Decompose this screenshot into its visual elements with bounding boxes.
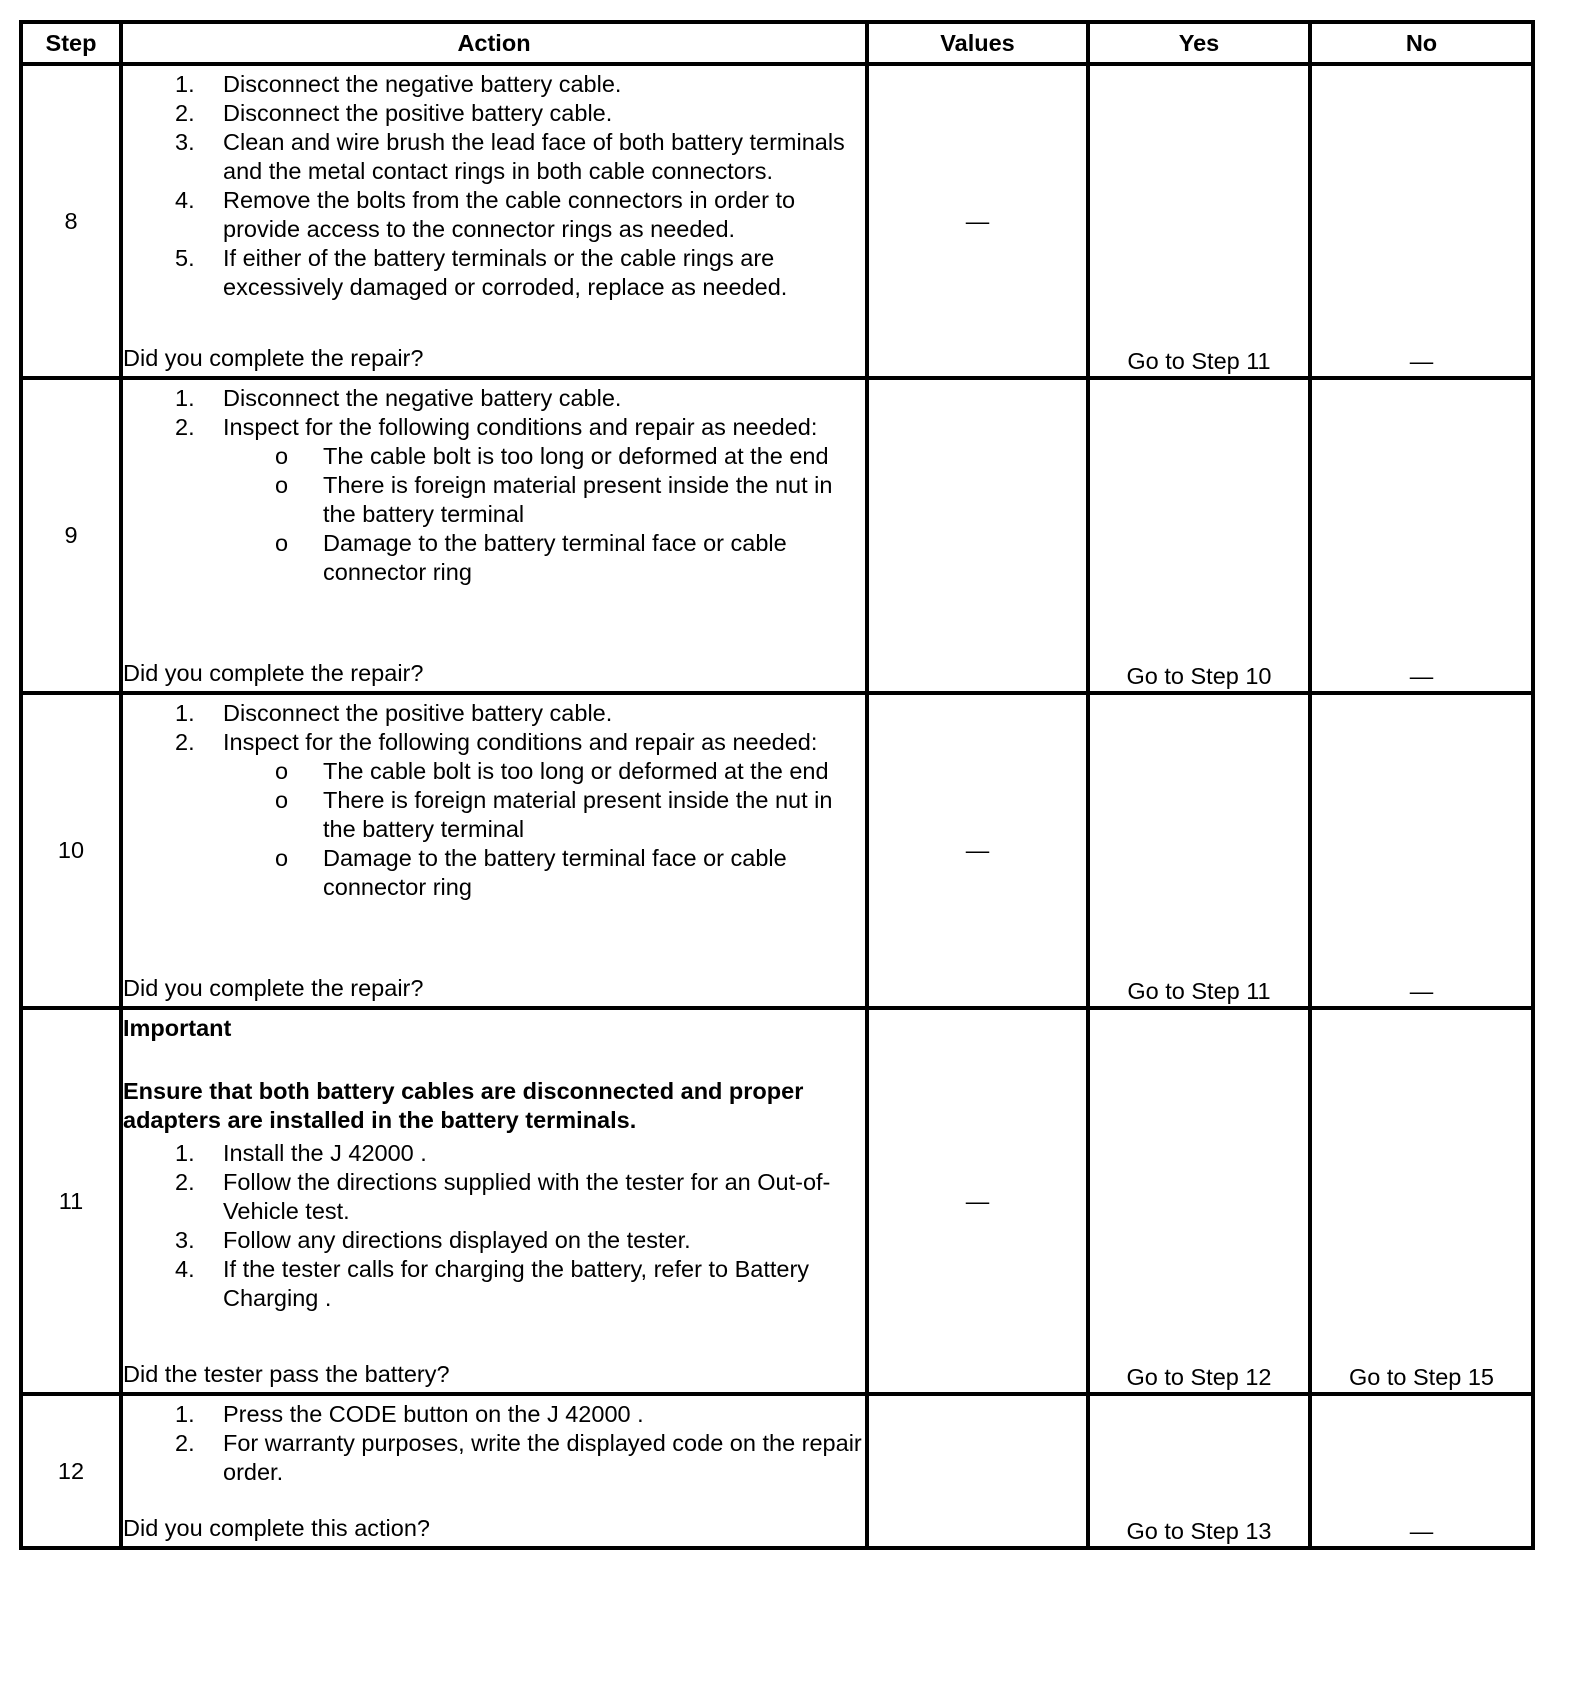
sub-text: There is foreign material present inside the nut in the battery terminal (323, 787, 833, 842)
yes-cell: Go to Step 11 (1088, 693, 1310, 1008)
values-cell (867, 378, 1088, 693)
sub-bullet: o (275, 443, 289, 469)
step-number: 8 (21, 64, 121, 378)
list-item (123, 128, 865, 186)
list-item (123, 1226, 865, 1255)
table-row (21, 1394, 1533, 1548)
list-number: 2. (175, 414, 195, 440)
step-number: 12 (21, 1394, 121, 1548)
no-cell: — (1310, 693, 1533, 1008)
list-item (123, 1139, 865, 1168)
list-item (123, 244, 865, 302)
values-cell: — (867, 1008, 1088, 1394)
sub-bullet: o (275, 530, 289, 556)
list-number: 2. (175, 100, 195, 126)
action-question: Did you complete the repair? (123, 345, 424, 371)
yes-cell: Go to Step 10 (1088, 378, 1310, 693)
header-no: No (1310, 22, 1533, 64)
step-number: 11 (21, 1008, 121, 1394)
list-text: If the tester calls for charging the battery, refer to Battery Charging . (223, 1256, 810, 1311)
header-values: Values (867, 22, 1088, 64)
list-number: 1. (175, 1401, 195, 1427)
sub-text: Damage to the battery terminal face or cable connector ring (323, 845, 787, 900)
action-cell (121, 1008, 867, 1394)
list-item (123, 186, 865, 244)
sub-text: The cable bolt is too long or deformed at the end (323, 758, 829, 784)
procedure-page (19, 20, 1531, 1668)
list-number: 4. (175, 187, 195, 213)
list-number: 1. (175, 71, 195, 97)
sub-bullet: o (275, 758, 289, 784)
list-text: Disconnect the positive battery cable. (223, 100, 613, 126)
sub-item (223, 529, 865, 587)
sub-text: The cable bolt is too long or deformed at the end (323, 443, 829, 469)
action-question: Did you complete this action? (123, 1515, 430, 1541)
list-number: 3. (175, 129, 195, 155)
sub-bullet: o (275, 845, 289, 871)
action-list (123, 699, 865, 902)
list-item (123, 413, 865, 587)
list-number: 2. (175, 1169, 195, 1195)
list-item (123, 384, 865, 413)
list-item (123, 1429, 865, 1487)
list-item (123, 728, 865, 902)
list-text: Follow any directions displayed on the tester. (223, 1227, 691, 1253)
header-yes: Yes (1088, 22, 1310, 64)
important-note: Ensure that both battery cables are disconnected and proper adapters are installed in the battery terminals. (123, 1078, 804, 1133)
list-text: Clean and wire brush the lead face of both battery terminals and the metal contact rings in both cable connectors. (223, 129, 845, 184)
table-row (21, 378, 1533, 693)
list-item (123, 699, 865, 728)
sub-list (223, 442, 865, 587)
list-text: Remove the bolts from the cable connectors in order to provide access to the connector rings as needed. (223, 187, 796, 242)
list-number: 3. (175, 1227, 195, 1253)
table-row (21, 1008, 1533, 1394)
no-cell: Go to Step 15 (1310, 1008, 1533, 1394)
sub-item (223, 442, 865, 471)
sub-item (223, 757, 865, 786)
list-number: 4. (175, 1256, 195, 1282)
list-number: 5. (175, 245, 195, 271)
diagnostic-table (19, 20, 1535, 1550)
yes-cell: Go to Step 12 (1088, 1008, 1310, 1394)
list-item (123, 70, 865, 99)
table-row (21, 64, 1533, 378)
list-text: Follow the directions supplied with the tester for an Out-of-Vehicle test. (223, 1169, 831, 1224)
sub-bullet: o (275, 787, 289, 813)
sub-item (223, 786, 865, 844)
list-item (123, 1168, 865, 1226)
header-step: Step (21, 22, 121, 64)
list-number: 1. (175, 1140, 195, 1166)
list-text: Disconnect the negative battery cable. (223, 71, 622, 97)
step-number: 10 (21, 693, 121, 1008)
sub-text: Damage to the battery terminal face or cable connector ring (323, 530, 787, 585)
sub-item (223, 471, 865, 529)
yes-cell: Go to Step 13 (1088, 1394, 1310, 1548)
action-cell (121, 64, 867, 378)
action-cell (121, 693, 867, 1008)
header-action: Action (121, 22, 867, 64)
action-list (123, 1139, 865, 1313)
list-text: If either of the battery terminals or the cable rings are excessively damaged or corroded, replace as needed. (223, 245, 788, 300)
sub-bullet: o (275, 472, 289, 498)
values-cell: — (867, 64, 1088, 378)
list-text: Install the J 42000 . (223, 1140, 427, 1166)
list-text: Inspect for the following conditions and repair as needed: (223, 414, 818, 440)
list-number: 2. (175, 729, 195, 755)
action-question: Did you complete the repair? (123, 975, 424, 1001)
table-row (21, 693, 1533, 1008)
sub-text: There is foreign material present inside the nut in the battery terminal (323, 472, 833, 527)
no-cell: — (1310, 64, 1533, 378)
values-cell (867, 1394, 1088, 1548)
list-text: Inspect for the following conditions and repair as needed: (223, 729, 818, 755)
action-question: Did you complete the repair? (123, 660, 424, 686)
sub-list (223, 757, 865, 902)
no-cell: — (1310, 378, 1533, 693)
action-list (123, 70, 865, 302)
yes-cell: Go to Step 11 (1088, 64, 1310, 378)
list-text: Disconnect the negative battery cable. (223, 385, 622, 411)
action-list (123, 384, 865, 587)
list-text: Press the CODE button on the J 42000 . (223, 1401, 644, 1427)
list-number: 1. (175, 385, 195, 411)
important-heading: Important (123, 1015, 232, 1041)
list-text: For warranty purposes, write the displayed code on the repair order. (223, 1430, 862, 1485)
no-cell: — (1310, 1394, 1533, 1548)
header-row (21, 22, 1533, 64)
values-cell: — (867, 693, 1088, 1008)
list-number: 1. (175, 700, 195, 726)
list-number: 2. (175, 1430, 195, 1456)
action-cell (121, 1394, 867, 1548)
action-cell (121, 378, 867, 693)
list-item (123, 1400, 865, 1429)
action-list (123, 1400, 865, 1487)
list-item (123, 1255, 865, 1313)
action-question: Did the tester pass the battery? (123, 1361, 450, 1387)
sub-item (223, 844, 865, 902)
list-text: Disconnect the positive battery cable. (223, 700, 613, 726)
step-number: 9 (21, 378, 121, 693)
list-item (123, 99, 865, 128)
